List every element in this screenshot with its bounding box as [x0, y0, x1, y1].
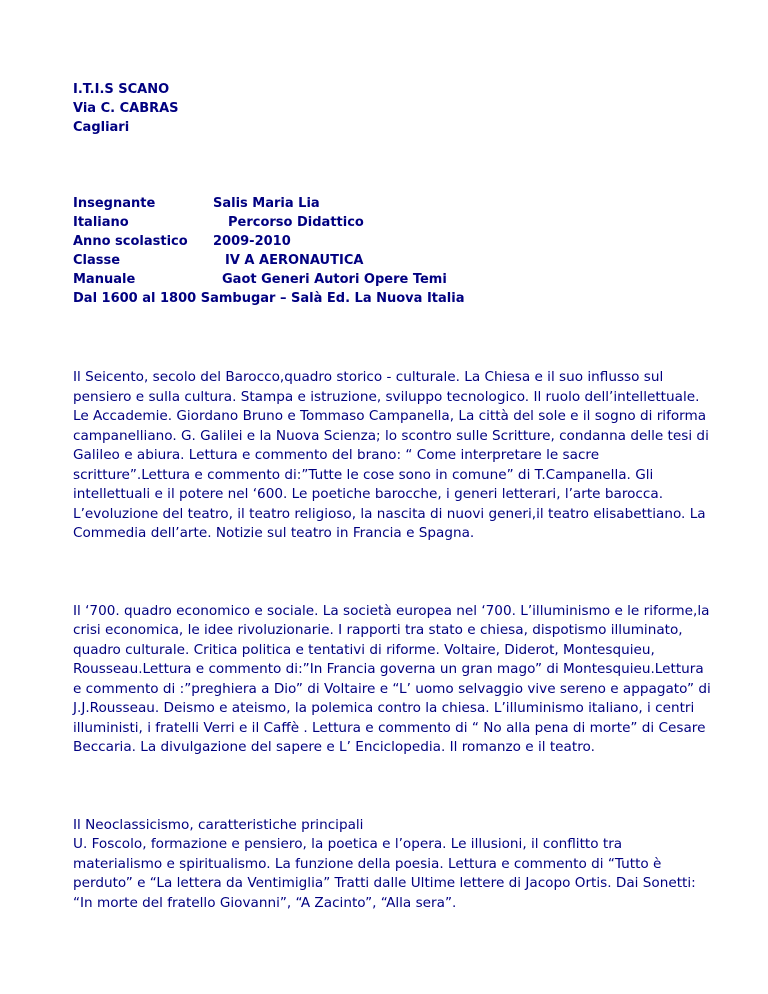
classe-label: Classe	[73, 253, 121, 268]
italiano-label: Italiano	[73, 215, 129, 230]
italiano-value: Percorso Didattico	[228, 215, 364, 230]
anno-label: Anno scolastico	[73, 234, 188, 249]
neoclassicismo-body: U. Foscolo, formazione e pensiero, la poetica e l’opera. Le illusioni, il conflitto tra materialismo e spiritualismo. La funzione della poesia. Lettura e commento di “Tutto è perduto” e “La lettera da Ventimiglia” Tratti dalle Ultime lettere di Jacopo Ortis. Dai Sonetti: “In morte del fratello Giovanni”, “A Zacinto”, “Alla sera”.	[73, 836, 696, 911]
info-row-italiano	[73, 213, 713, 232]
insegnante-value: Salis Maria Lia	[213, 196, 320, 211]
school-address: Via C. CABRAS	[73, 101, 179, 116]
info-row-insegnante	[73, 194, 713, 213]
neoclassicismo-title: Il Neoclassicismo, caratteristiche principali	[73, 816, 364, 833]
info-row-anno	[73, 232, 713, 251]
anno-value: 2009-2010	[213, 234, 291, 249]
section-settecento: Il ‘700. quadro economico e sociale. La società europea nel ‘700. L’illuminismo e le riforme,la crisi economica, le idee rivoluzionarie. I rapporti tra stato e chiesa, dispotismo illuminato, quadro culturale. Critica politica e tentativi di riforme. Voltaire, Diderot, Montesquieu, Rousseau.Lettura e commento di:”In Francia governa un gran mago” di Montesquieu.Lettura e commento di :”preghiera a Dio” di Voltaire e “L’ uomo selvaggio vive sereno e appagato” di J.J.Rousseau. Deismo e ateismo, la polemica contro la chiesa. L’illuminismo italiano, i centri illuministi, i fratelli Verri e il Caffè . Lettura e commento di “ No alla pena di morte” di Cesare Beccaria. La divulgazione del sapere e L’ Enciclopedia. Il romanzo e il teatro.	[73, 602, 711, 755]
school-header	[73, 80, 713, 137]
manuale-value: Gaot Generi Autori Opere Temi	[222, 272, 447, 287]
info-row-periodo	[73, 289, 713, 308]
info-row-classe	[73, 251, 713, 270]
section-neoclassicismo	[73, 816, 713, 914]
classe-value: IV A AERONAUTICA	[225, 253, 364, 268]
course-info	[73, 194, 713, 308]
manuale-label: Manuale	[73, 272, 136, 287]
section-seicento: Il Seicento, secolo del Barocco,quadro storico - culturale. La Chiesa e il suo influsso sul pensiero e sulla cultura. Stampa e istruzione, sviluppo tecnologico. Il ruolo dell’intellettuale. Le Accademie. Giordano Bruno e Tommaso Campanella, La città del sole e il sogno di riforma campanelliano. G. Galilei e la Nuova Scienza; lo scontro sulle Scritture, condanna delle tesi di Galileo e abiura. Lettura e commento del brano: “ Come interpretare le sacre scritture”.Lettura e commento di:”Tutte le cose sono in comune” di T.Campanella. Gli intellettuali e il potere nel ‘600. Le poetiche barocche, i generi letterari, l’arte barocca. L’evoluzione del teatro, il teatro religioso, la nascita di nuovi generi,il teatro elisabettiano. La Commedia dell’arte. Notizie sul teatro in Francia e Spagna.	[73, 369, 709, 541]
info-row-manuale	[73, 270, 713, 289]
school-name: I.T.I.S SCANO	[73, 82, 170, 97]
insegnante-label: Insegnante	[73, 196, 156, 211]
school-city: Cagliari	[73, 120, 130, 135]
periodo-line: Dal 1600 al 1800 Sambugar – Salà Ed. La Nuova Italia	[73, 291, 465, 306]
document-page	[73, 80, 713, 913]
